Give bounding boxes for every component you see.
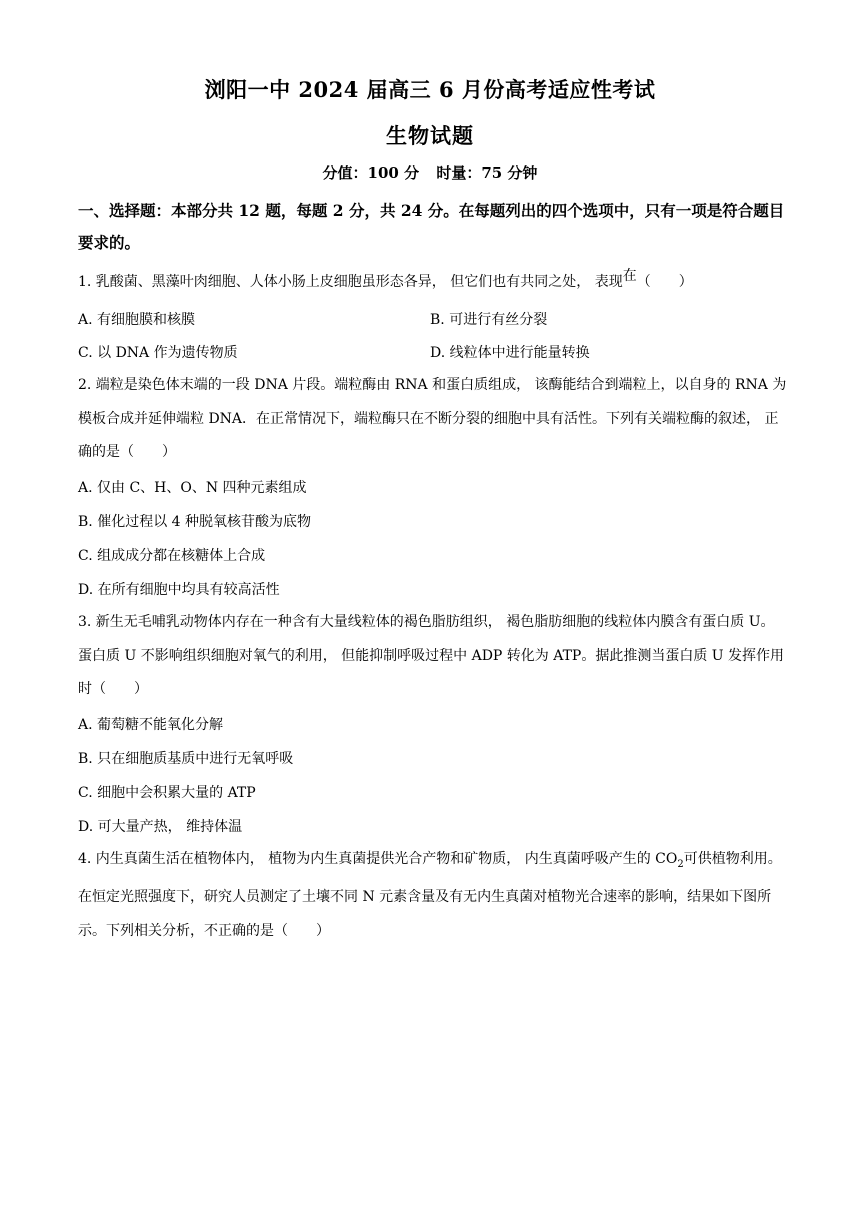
question-1-option-d: D. 线粒体中进行能量转换: [430, 345, 590, 361]
exam-title: 浏阳一中 2024 届高三 6 月份高考适应性考试: [204, 77, 656, 102]
question-3-option-a: A. 葡萄糖不能氧化分解: [78, 717, 224, 733]
question-3-option-b: B. 只在细胞质基质中进行无氧呼吸: [78, 751, 294, 767]
question-4-stem-rest: 可供植物利用。在恒定光照强度下，研究人员测定了土壤不同 N 元素含量及有无内生真菌对植物光合速率的影响，结果如下图所示。下列相关分析，不正确的是（ ）: [78, 851, 782, 939]
question-2-option-a: A. 仅由 C、H、O、N 四种元素组成: [78, 480, 307, 496]
question-1-stem-text: 1. 乳酸菌、黑藻叶肉细胞、人体小肠上皮细胞虽形态各异， 但它们也有共同之处， 表现: [78, 274, 623, 290]
question-2-stem: 2. 端粒是染色体末端的一段 DNA 片段。端粒酶由 RNA 和蛋白质组成， 该酶能结合到端粒上，以自身的 RNA 为模板合成并延伸端粒 DNA．在正常情况下，端粒酶只在不断分裂的细胞中具有活性。下列有关端粒酶的叙述， 正确的是（ ）: [78, 377, 787, 460]
time-info: 时量：75 分钟: [436, 164, 538, 182]
section-heading: 一、选择题：本部分共 12 题，每题 2 分，共 24 分。在每题列出的四个选项中，只有一项是符合题目要求的。: [78, 201, 785, 252]
question-1-option-c: C. 以 DNA 作为遗传物质: [78, 345, 238, 361]
question-4-stem-text: 4. 内生真菌生活在植物体内， 植物为内生真菌提供光合产物和矿物质， 内生真菌呼吸产生的 CO: [78, 851, 678, 867]
question-4-stem: [78, 843, 788, 948]
question-3-option-c: C. 细胞中会积累大量的 ATP: [78, 785, 256, 801]
score-info: 分值：100 分: [322, 164, 420, 182]
subject-title: 生物试题: [386, 123, 474, 148]
question-3-option-d: D. 可大量产热， 维持体温: [78, 819, 243, 835]
question-1-stem-paren: （ ）: [636, 274, 693, 290]
question-1-option-b: B. 可进行有丝分裂: [430, 312, 548, 328]
exam-meta: [0, 162, 860, 183]
question-4-subscript: 2: [677, 858, 684, 870]
question-1-option-a: A. 有细胞膜和核膜: [78, 312, 196, 328]
question-1-stem: [78, 266, 788, 300]
question-2-option-b: B. 催化过程以 4 种脱氧核苷酸为底物: [78, 514, 311, 530]
question-2-option-d: D. 在所有细胞中均具有较高活性: [78, 582, 280, 598]
question-2-option-c: C. 组成成分都在核糖体上合成: [78, 548, 266, 564]
question-1-stem-raised: 在: [622, 268, 637, 284]
question-3-stem: 3. 新生无毛哺乳动物体内存在一种含有大量线粒体的褐色脂肪组织， 褐色脂肪细胞的线粒体内膜含有蛋白质 U。蛋白质 U 不影响组织细胞对氧气的利用， 但能抑制呼吸过程中 ADP 转化为 ATP。据此推测当蛋白质 U 发挥作用时（ ）: [78, 614, 785, 697]
